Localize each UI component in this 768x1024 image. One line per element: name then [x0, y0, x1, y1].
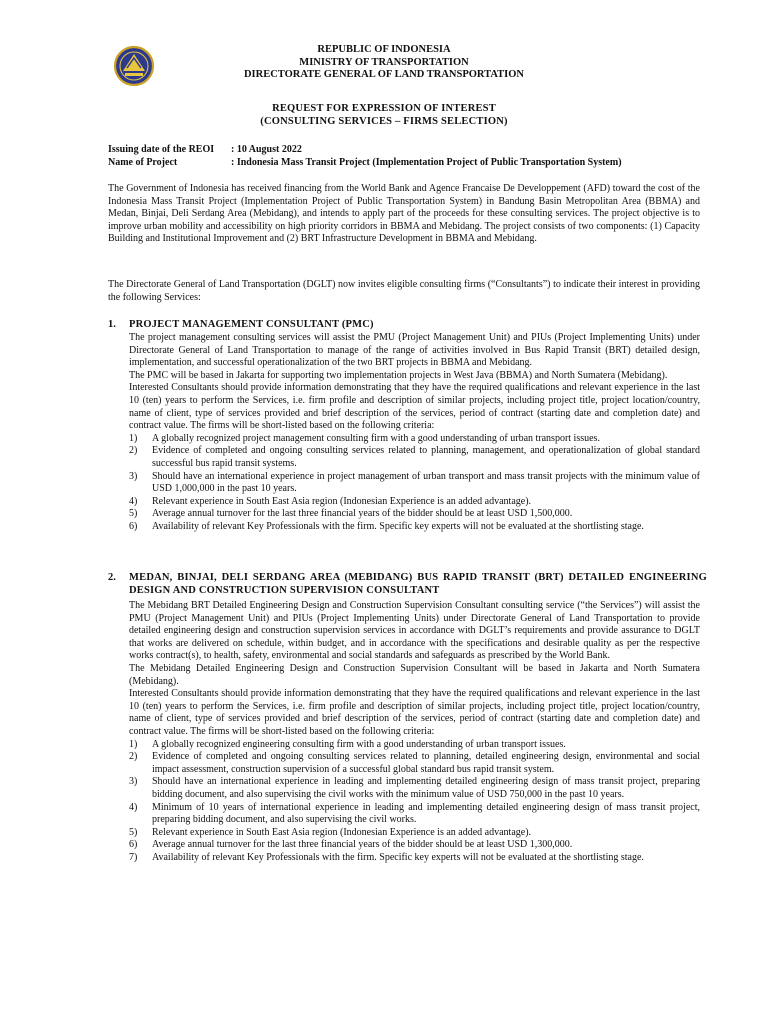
criteria-number: 2): [129, 445, 138, 457]
criteria-item: [129, 471, 700, 496]
reoi-meta: [108, 144, 748, 169]
intro-paragraph: The Government of Indonesia has received financing from the World Bank and Agence Francaise De Developpement (AFD) toward the cost of the Indonesia Mass Transit Project (Implementation Project of Public Transportation System) in Bandung Basin Metropolitan Area (BBMA) and Medan, Binjai, Deli Serdang Area (Mebidang), and intends to apply part of the proceeds for these consulting services. The project objective is to improve urban mobility and accessibility on high priority corridors in BBMA and Mebidang. The project consists of two components: (1) Capacity Building and Institutional Improvement and (2) BRT Infrastructure Development in BBMA and Mebidang.: [108, 183, 700, 245]
criteria-item: [129, 852, 700, 865]
criteria-item: [129, 839, 700, 852]
section-2-body: [129, 600, 700, 864]
criteria-text: A globally recognized engineering consulting firm with a good understanding of urban transport issues.: [152, 738, 566, 750]
letterhead: [0, 44, 768, 82]
criteria-item: [129, 496, 700, 509]
criteria-number: 2): [129, 751, 138, 763]
criteria-text: Relevant experience in South East Asia region (Indonesian Experience is an added advantage).: [152, 826, 532, 838]
section-2-number: 2.: [108, 572, 116, 583]
criteria-item: [129, 776, 700, 801]
section-1-paragraph: The project management consulting services will assist the PMU (Project Management Unit) and PIUs (Project Implementing Units) under Directorate General of Land Transportation to manage of the range of activities involved in Bus Rapid Transit (BRT) detailed design, implementation, and successful operationalization of the two BRT projects in BBMA and Mebidang.: [129, 332, 700, 369]
criteria-number: 3): [129, 470, 138, 482]
criteria-number: 4): [129, 495, 138, 507]
criteria-item: [129, 433, 700, 446]
invitation-paragraph: The Directorate General of Land Transportation (DGLT) now invites eligible consulting firms (“Consultants”) to indicate their interest in providing the following Services:: [108, 279, 700, 303]
header-directorate: DIRECTORATE GENERAL OF LAND TRANSPORTATION: [243, 69, 525, 80]
section-1-number: 1.: [108, 319, 116, 330]
criteria-item: [129, 802, 700, 827]
document-title: [0, 103, 768, 128]
issue-date-value: : 10 August 2022: [231, 144, 302, 155]
section-1-paragraph: Interested Consultants should provide information demonstrating that they have the required qualifications and relevant experience in the last 10 (ten) years to perform the Services, i.e. firm profile and description of similar projects, including project title, project location/country, name of client, type of services provided and brief description of the services, period of contract (starting date and completion date) and contract value. The firms will be short-listed based on the following criteria:: [129, 382, 700, 432]
criteria-item: [129, 445, 700, 470]
criteria-text: Evidence of completed and ongoing consulting services related to planning, detailed engineering design, environmental and social impact assessment, construction supervision of a successful global standard bus rapid transit system.: [152, 751, 700, 775]
section-1-title: PROJECT MANAGEMENT CONSULTANT (PMC): [129, 319, 374, 330]
section-2-title: MEDAN, BINJAI, DELI SERDANG AREA (MEBIDANG) BUS RAPID TRANSIT (BRT) DETAILED ENGINEERING DESIGN AND CONSTRUCTION SUPERVISION CONSULTANT: [129, 572, 707, 596]
criteria-item: [129, 827, 700, 840]
criteria-number: 4): [129, 801, 138, 813]
criteria-number: 3): [129, 776, 138, 788]
section-2-paragraph: The Mebidang Detailed Engineering Design and Construction Supervision Consultant will be based in Jakarta and North Sumatera (Mebidang).: [129, 662, 700, 687]
criteria-item: [129, 521, 700, 534]
criteria-text: Availability of relevant Key Professionals with the firm. Specific key experts will not be evaluated at the shortlisting stage.: [152, 520, 644, 532]
header-ministry: MINISTRY OF TRANSPORTATION: [299, 56, 469, 68]
criteria-item: [129, 739, 700, 752]
criteria-item: [129, 508, 700, 521]
criteria-text: A globally recognized project management consulting firm with a good understanding of urban transport issues.: [152, 432, 600, 444]
criteria-number: 1): [129, 738, 138, 750]
criteria-text: Minimum of 10 years of international experience in leading and implementing detailed engineering design of mass transit project, preparing bidding document, and also supervising the civil works.: [152, 801, 700, 826]
criteria-number: 1): [129, 432, 138, 444]
project-name-label: Name of Project: [108, 156, 178, 168]
issue-date-row: [108, 144, 748, 157]
title-line-2: (CONSULTING SERVICES – FIRMS SELECTION): [260, 115, 508, 127]
criteria-text: Relevant experience in South East Asia region (Indonesian Experience is an added advantage).: [152, 495, 532, 507]
criteria-number: 7): [129, 851, 138, 863]
section-2-paragraph: Interested Consultants should provide information demonstrating that they have the required qualifications and relevant experience in the last 10 (ten) years to perform the Services, i.e. firm profile and description of similar projects, including project title, project location/country, name of client, type of services provided and brief description of the services, period of contract (starting date and completion date) and contract value. The firms will be short-listed based on the following criteria:: [129, 688, 700, 737]
section-2-paragraph: The Mebidang BRT Detailed Engineering Design and Construction Supervision Consultant consulting service (“the Services”) will assist the PMU (Project Management Unit) and PIUs (Project Implementing Units) under Directorate General of Land Transportation to provide detailed engineering design and construction supervision services in accordance with DGLT’s requirements and provide assurance to DGLT that works are delivered on schedule, within budget, and in accordance with the specifications and desirable quality as per the respective works contract(s), to health, safety, environmental and social standards and safeguards as prescribed by the World Bank.: [129, 600, 700, 662]
criteria-text: Should have an international experience in project management of urban transport and mass transit projects with the minimum value of USD 1,000,000 in the past 10 years.: [152, 470, 700, 495]
section-1-paragraph: The PMC will be based in Jakarta for supporting two implementation projects in West Java (BBMA) and North Sumatera (Mebidang).: [129, 369, 668, 381]
section-2-criteria-list: [129, 739, 700, 865]
criteria-number: 6): [129, 839, 138, 851]
criteria-text: Average annual turnover for the last three financial years of the bidder should be at least USD 1,300,000.: [152, 839, 573, 851]
title-line-1: REQUEST FOR EXPRESSION OF INTEREST: [272, 103, 496, 114]
project-name-row: [108, 157, 748, 170]
issue-date-label: Issuing date of the REOI: [108, 144, 215, 155]
criteria-text: Availability of relevant Key Professionals with the firm. Specific key experts will not be evaluated at the shortlisting stage.: [152, 851, 644, 863]
criteria-number: 5): [129, 508, 138, 520]
criteria-item: [129, 751, 700, 776]
section-1-body: [129, 332, 700, 534]
criteria-text: Evidence of completed and ongoing consulting services related to planning, management, and operationalization of global standard successful bus rapid transit systems.: [152, 445, 700, 469]
criteria-text: Average annual turnover for the last three financial years of the bidder should be at least USD 1,500,000.: [152, 508, 573, 520]
criteria-number: 6): [129, 520, 138, 532]
project-name-value: : Indonesia Mass Transit Project (Implementation Project of Public Transportation System): [231, 156, 622, 168]
criteria-number: 5): [129, 826, 138, 838]
section-1-criteria-list: [129, 433, 700, 534]
header-country: REPUBLIC OF INDONESIA: [317, 44, 451, 55]
criteria-text: Should have an international experience in leading and implementing detailed engineering design of mass transit project, preparing bidding document, and also supervising the civil works with the minimum value of USD 750,000 in the past 10 years.: [152, 776, 700, 800]
